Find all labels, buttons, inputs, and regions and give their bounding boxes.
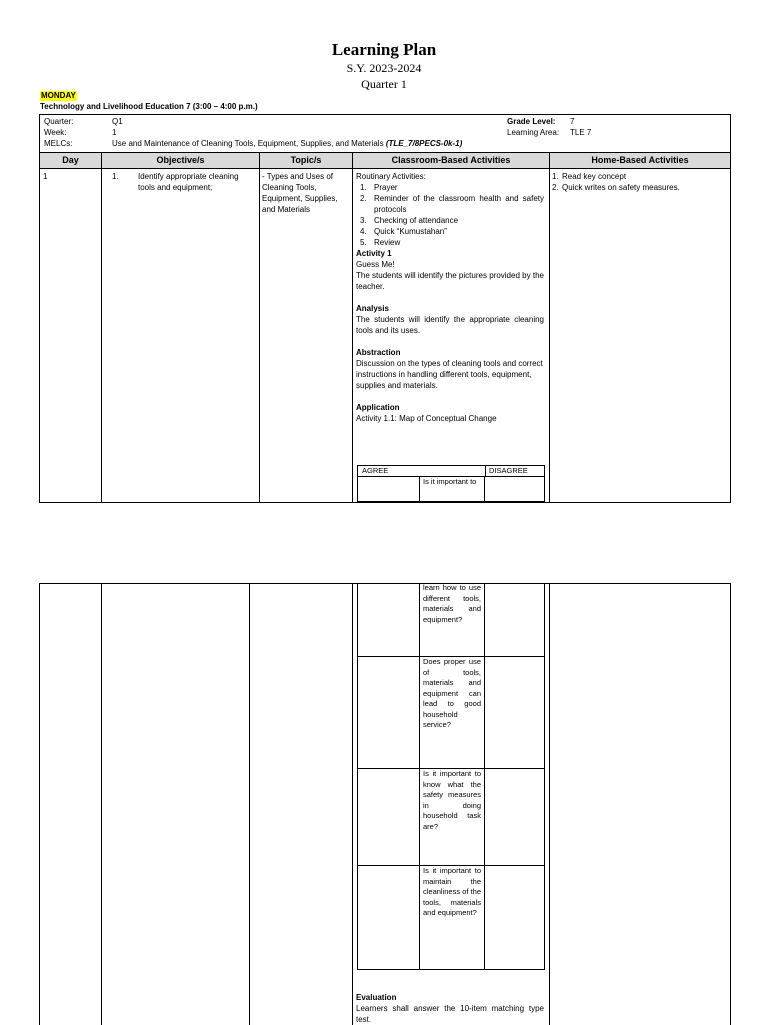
col-classroom: Classroom-Based Activities bbox=[353, 153, 550, 168]
quarter-value: Q1 bbox=[112, 117, 123, 126]
home-activities bbox=[552, 171, 726, 193]
table-row-page-1 bbox=[39, 168, 731, 503]
map-question-3: Is it important to know what the safety measures in doing household task are? bbox=[419, 769, 485, 866]
conceptual-map-table-continued bbox=[357, 583, 545, 970]
col-objectives: Objective/s bbox=[102, 153, 260, 168]
table-row-page-2 bbox=[39, 583, 731, 1025]
application-title: Application bbox=[356, 403, 400, 412]
objective-text: Identify appropriate cleaning tools and equipment; bbox=[138, 172, 239, 192]
map-disagree-header: DISAGREE bbox=[485, 466, 544, 476]
week-label: Week: bbox=[44, 128, 67, 137]
melcs-text: Use and Maintenance of Cleaning Tools, Equipment, Supplies, and Materials bbox=[112, 139, 384, 148]
grade-label: Grade Level: bbox=[507, 117, 556, 126]
area-label: Learning Area: bbox=[507, 128, 560, 137]
routinary-list bbox=[356, 182, 544, 248]
day-number: 1 bbox=[43, 172, 48, 181]
evaluation-section bbox=[356, 992, 544, 1025]
list-item: 1. Read key concept bbox=[552, 172, 627, 181]
activity-title: Activity 1 bbox=[356, 249, 392, 258]
map-question-1-start: Is it important to bbox=[419, 477, 485, 501]
melcs-label: MELCs: bbox=[44, 139, 73, 148]
evaluation-title: Evaluation bbox=[356, 993, 397, 1002]
routinary-title: Routinary Activities: bbox=[356, 172, 426, 181]
activity-text: The students will identify the pictures provided by the teacher. bbox=[356, 271, 544, 291]
map-question-4: Is it important to maintain the cleanliness of the tools, materials and equipment? bbox=[419, 866, 485, 969]
list-item: 1. Prayer bbox=[360, 183, 398, 192]
list-item: 3. Checking of attendance bbox=[360, 216, 459, 225]
map-question-2: Does proper use of tools, materials and equipment can lead to good household service? bbox=[419, 657, 485, 769]
activity-name: Guess Me! bbox=[356, 260, 395, 269]
list-item: 4. Quick “Kumustahan” bbox=[360, 227, 447, 236]
col-topics: Topic/s bbox=[260, 153, 353, 168]
evaluation-text: Learners shall answer the 10-item matching type test. bbox=[356, 1004, 544, 1024]
analysis-title: Analysis bbox=[356, 304, 389, 313]
quarter-label: Quarter: bbox=[44, 117, 74, 126]
grade-value: 7 bbox=[570, 117, 575, 126]
quarter-heading: Quarter 1 bbox=[361, 77, 407, 91]
abstraction-title: Abstraction bbox=[356, 348, 401, 357]
analysis-text: The students will identify the appropriate cleaning tools and its uses. bbox=[356, 315, 544, 335]
map-question-1-end: learn how to use different tools, materials and equipment? bbox=[419, 583, 485, 656]
list-item: 5. Review bbox=[360, 238, 401, 247]
school-year: S.Y. 2023-2024 bbox=[346, 61, 422, 75]
melcs-code: (TLE_7/8PECS-0k-1) bbox=[385, 139, 463, 148]
list-item: 2. Quick writes on safety measures. bbox=[552, 183, 680, 192]
week-value: 1 bbox=[112, 128, 117, 137]
area-value: TLE 7 bbox=[570, 128, 592, 137]
map-agree-header: AGREE bbox=[362, 466, 389, 475]
col-day: Day bbox=[40, 153, 102, 168]
abstraction-text: Discussion on the types of cleaning tools and correct instructions in handling different tools, equipment, supplies and materials. bbox=[356, 359, 543, 390]
melcs-value bbox=[112, 138, 462, 149]
application-activity: Activity 1.1: Map of Conceptual Change bbox=[356, 414, 497, 423]
objective-number: 1. bbox=[112, 172, 119, 181]
day-label: MONDAY bbox=[41, 91, 76, 100]
list-item: 2. Reminder of the classroom health and safety protocols bbox=[360, 194, 544, 214]
conceptual-map-table bbox=[357, 465, 545, 502]
table-header bbox=[39, 152, 731, 169]
document-title: Learning Plan bbox=[331, 40, 437, 59]
topic-text: - Types and Uses of Cleaning Tools, Equipment, Supplies, and Materials bbox=[262, 172, 338, 214]
subject-line: Technology and Livelihood Education 7 (3:00 – 4:00 p.m.) bbox=[40, 102, 258, 111]
classroom-activities bbox=[356, 171, 544, 424]
col-home: Home-Based Activities bbox=[591, 155, 689, 165]
plan-header bbox=[39, 114, 731, 153]
objective-item bbox=[112, 171, 252, 193]
